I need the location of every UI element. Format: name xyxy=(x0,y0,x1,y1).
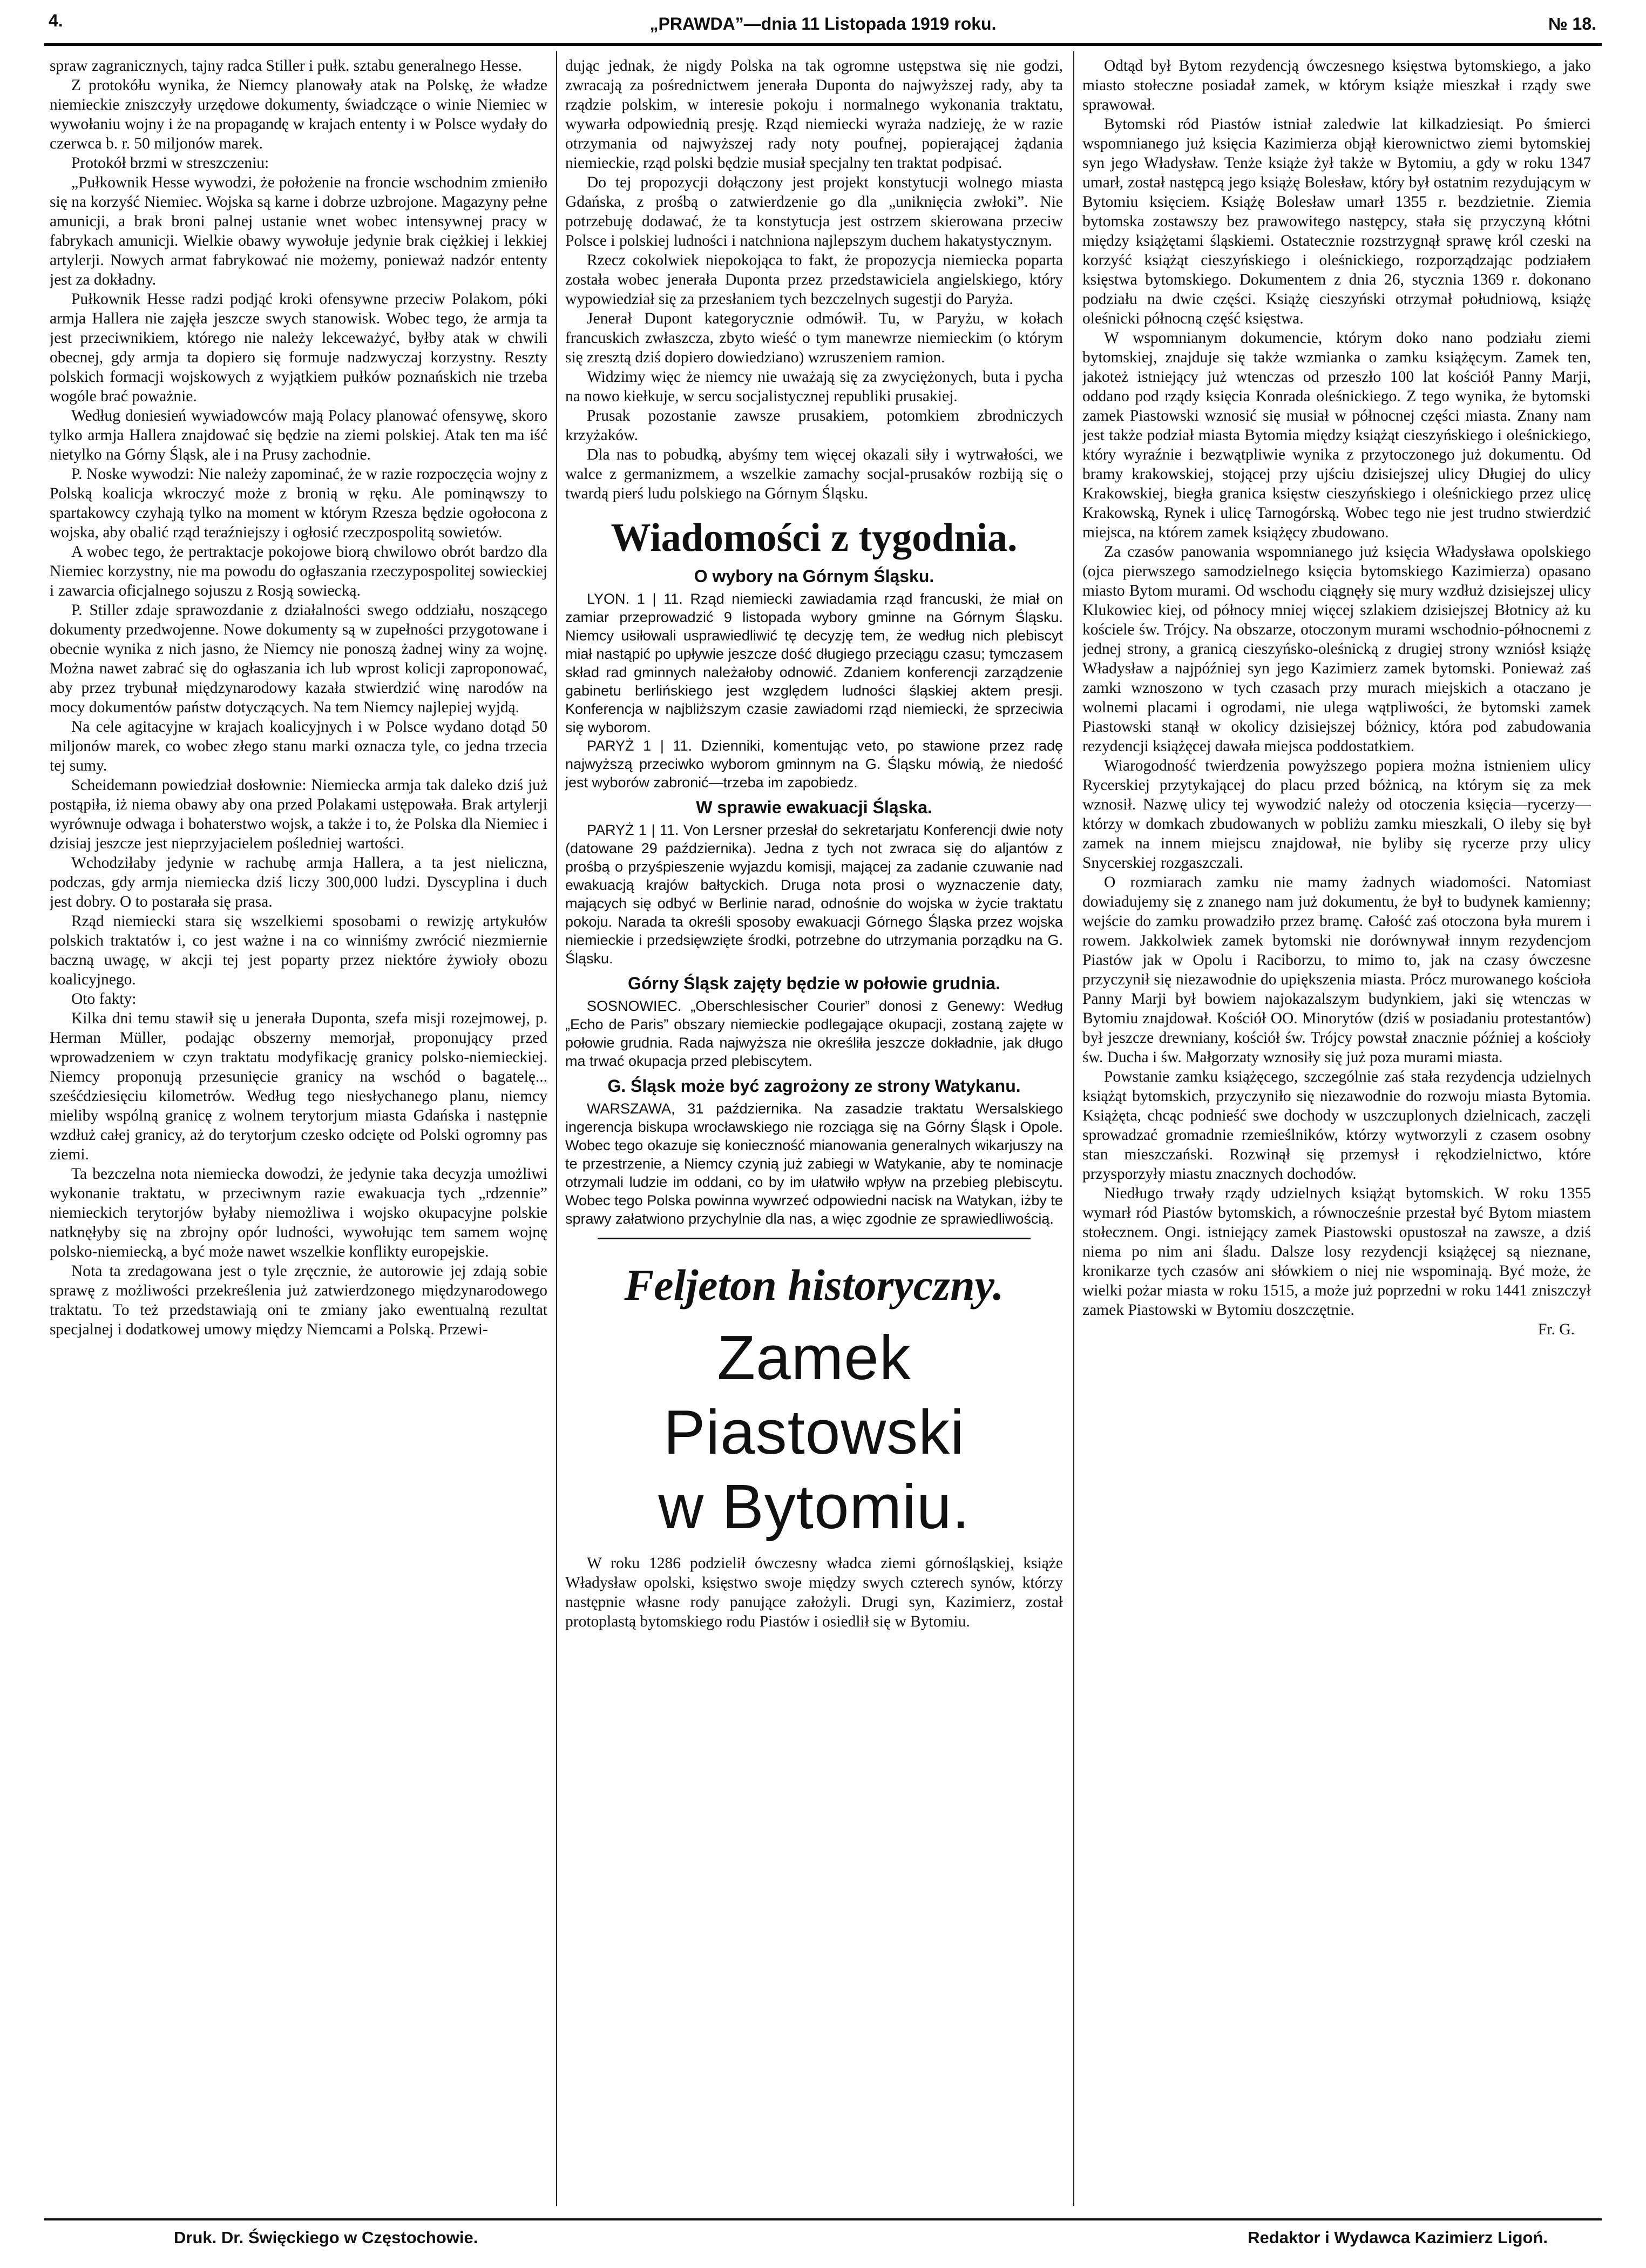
author-signature: Fr. G. xyxy=(1537,1321,1575,1338)
article-paragraph: Prusak pozostanie zawsze prusakiem, potomkiem zbrodniczych krzyżaków. xyxy=(565,407,1063,444)
news-item-title: G. Śląsk może być zagrożony ze strony Watykanu. xyxy=(607,1076,1021,1096)
page-footer xyxy=(44,2218,1602,2253)
feuilleton-paragraph: Odtąd był Bytom rezydencją ówczesnego księstwa bytomskiego, a jako miasto stołeczne posiadał zamek, w którym książe mieszkał i rządy swe sprawował. xyxy=(1082,57,1591,113)
feuilleton-paragraph: W roku 1286 podzielił ówczesny władca ziemi górnośląskiej, książe Władysław opolski, księstwo swoje między swych czterech synów, którzy następnie własne rody panujące założyli. Drugi syn, Kazimierz, został protoplastą bytomskiego rodu Piastów i osiedlił się w Bytomiu. xyxy=(565,1555,1063,1630)
feuilleton-paragraph: O rozmiarach zamku nie mamy żadnych wiadomości. Natomiast dowiadujemy się z znanego nam już dokumentu, że był to budynek kamienny; wejście do zamku prowadziło przez bramę. Całość zaś otoczona była murem i rowem. Jakkolwiek zamek bytomski nie dorównywał innym rezydencjom Piastów jak w Opolu i Raciborzu, to mimo to, jak na czasy ówczesne przyczynił się niezawodnie do upiększenia miasta. Prócz murowanego kościoła Panny Marji był bowiem najokazalszym budynkiem, jaki się wtenczas w Bytomiu znajdował. Kościół OO. Minorytów (dziś w posiadaniu protestantów) był jeszcze drewniany, kościół św. Trójcy powstał znacznie później a kościoły św. Ducha i św. Małgorzaty wznosiły się już poza murami miasta. xyxy=(1082,874,1591,1066)
column-3 xyxy=(1082,56,1591,2211)
article-paragraph: dując jednak, że nigdy Polska na tak ogromne ustępstwa się nie godzi, zwracają za pośrednictwem jenerała Duponta do najwyższej rady, aby ta rządzie polskim, w interesie pokoju i normalnego wykonania traktatu, wywarła odpowiednią presję. Rząd niemiecki wyraża nadzieję, że w razie otrzymania od najwyższej rady noty poufnej, popierającej żądania niemieckie, rząd polski będzie musiał specjalny ten traktat podpisać. xyxy=(565,57,1063,172)
news-paragraph: WARSZAWA, 31 października. Na zasadzie traktatu Wersalskiego ingerencja biskupa wrocławskiego nie rozciąga się na Górny Śląsk i Opole. Wobec tego okazuje się konieczność mianowania generalnych wikarjuszy na te przestrzenie, a Niemcy czynią już zabiegi w Watykanie, aby te nominacje otrzymali ludzie im oddani, co by im ułatwiło wpływ na przebieg plebiscytu. Wobec tego Polska powinna wywrzeć odpowiedni nacisk na Watykan, iżby te sprawy załatwiono przychylnie dla nas, a więc zgodnie ze sprawiedliwością. xyxy=(565,1101,1063,1227)
column-rule-2 xyxy=(1073,51,1074,2206)
article-paragraph: Do tej propozycji dołączony jest projekt konstytucji wolnego miasta Gdańska, z prośbą o zatwierdzenie go dla „uniknięcia zwłoki”. Nie potrzebuję dodawać, że ta konstytucja jest ostrzem skierowana przeciw Polsce i polskiej ludności i natchniona najlepszym duchem hakatystycznym. xyxy=(565,174,1063,249)
article-paragraph: Nota ta zredagowana jest o tyle zręcznie, że autorowie jej zdają sobie sprawę z możliwości przekreślenia już zatwierdzonego międzynarodowego traktatu. To też przedstawiają oni te zmiany jako ewentualną rezultat specjalnej i dodatkowej umowy między Niemcami a Polską. Przewi- xyxy=(50,1263,547,1338)
column-rule-1 xyxy=(556,51,557,2206)
news-section-heading: Wiadomości z tygodnia. xyxy=(611,516,1018,560)
article-paragraph: Protokół brzmi w streszczeniu: xyxy=(71,154,269,172)
news-paragraph: PARYŻ 1 | 11. Dzienniki, komentując veto, po stawione przez radę najwyższą przeciwko wyborom gminnym na G. Śląsku mówią, że niedość jest wyborów zabronić—trzeba im zapobiedz. xyxy=(565,738,1063,791)
article-paragraph: Dla nas to pobudką, abyśmy tem więcej okazali siły i wytrwałości, we walce z germanizmem, a wszelkie zamachy socjal-prusaków rozbiją się o twardą pierś ludu polskiego na Górnym Śląsku. xyxy=(565,446,1063,502)
feuilleton-title-line-1: Zamek Piastowski xyxy=(663,1322,965,1467)
article-paragraph: Jenerał Dupont kategorycznie odmówił. Tu, w Paryżu, w kołach francuskich zwłaszcza, zbyto wieść o tym manewrze niemieckim (o którym się zresztą dziś dopiero dowiedziano) wzruszeniem ramion. xyxy=(565,310,1063,366)
printer-imprint: Druk. Dr. Święckiego w Częstochowie. xyxy=(174,2228,478,2247)
feuilleton-paragraph: W wspomnianym dokumencie, którym doko nano podziału ziemi bytomskiej, znajduje się także wzmianka o zamku książęcym. Zamek ten, jakoteż istniejący już wtenczas od przeszło 100 lat kościół Panny Marji, oddano pod rządy księcia Konrada oleśnickiego. Z tego wynika, że bytomski zamek Piastowski wznosić się musiał w północnej części miasta. Znany nam jest także podział miasta Bytomia między książąt cieszyńskiego i oleśnickiego, który wyraźnie i bezwątpliwie wynika z przytoczonego już dokumentu. Od bramy krakowskiej, stojącej przy ujściu dzisiejszej ulicy Długiej do ulicy Krakowskiej, biegła granica księstw cieszyńskiego i oleśnickiego przez ulicę Krakowską, Rynek i ulicę Tarnogórską. Wobec tego nie jest trudno stwierdzić miejsca, na którem zamek książęcy zbudowano. xyxy=(1082,329,1591,541)
issue-number: № 18. xyxy=(1548,14,1596,33)
article-paragraph: Według doniesień wywiadowców mają Polacy planować ofensywę, skoro tylko armja Hallera znajdować się będzie na ziemi polskiej. Atak ten ma iść nietylko na Górny Śląsk, ale i na Prusy zachodnie. xyxy=(50,407,547,463)
article-paragraph: spraw zagranicznych, tajny radca Stiller i pułk. sztabu generalnego Hesse. xyxy=(50,57,522,75)
news-item-title: O wybory na Górnym Śląsku. xyxy=(694,566,934,586)
article-paragraph: Na cele agitacyjne w krajach koalicyjnych i w Polsce wydano dotąd 50 miljonów marek, co wobec złego stanu marki oznacza tyle, co jedna trzecia tej sumy. xyxy=(50,718,547,774)
news-section xyxy=(565,567,1063,1228)
section-divider xyxy=(598,1238,1031,1239)
article-paragraph: Rząd niemiecki stara się wszelkiemi sposobami o rewizję artykułów polskich traktatów i, co jest ważne i na co winniśmy zwrócić niezmiernie baczną uwagę, w akcji tej jest poparty przez niektóre żywioły obozu koalicyjnego. xyxy=(50,913,547,988)
masthead-date: „PRAWDA”—dnia 11 Listopada 1919 roku. xyxy=(649,14,997,33)
article-paragraph: Rzecz cokolwiek niepokojąca to fakt, że propozycja niemiecka poparta została wobec jenerała Duponta przez przedstawiciela angielskiego, który wypowiedział się za przesłaniem tych bezczelnych sugestji do Paryża. xyxy=(565,252,1063,308)
article-paragraph: Wchodziłaby jedynie w rachubę armja Hallera, a ta jest nieliczna, podczas, gdy armja niemiecka dziś liczy 300,000 ludzi. Dyscyplina i duch jest dobry. O to postarała się prasa. xyxy=(50,854,547,910)
news-paragraph: LYON. 1 | 11. Rząd niemiecki zawiadamia rząd francuski, że miał on zamiar przeprowadzić 9 listopada wybory gminne na Górnym Śląsku. Niemcy usiłowali usprawiedliwić tę decyzję tem, że według nich plebiscyt miał nastąpić po upływie jeszcze dość długiego przeciągu czasu; tymczasem skład rad gminnych należałoby odnowić. Zdaniem konferencji zarządzenie gabinetu berlińskiego jest względem ludności śląskiej aktem presji. Konferencja w najbliższym czasie zawiadomi rząd niemiecki, że sprzeciwia się wyborom. xyxy=(565,591,1063,735)
feuilleton-paragraph: Bytomski ród Piastów istniał zaledwie lat kilkadziesiąt. Po śmierci wspomnianego już księcia Kazimierza objął kierownictwo ziemi bytomskiej syn jego Władysław. Tenże książe żył także w Bytomiu, a gdy w roku 1347 umarł, został następcą jego książę Bolesław, który był ostatnim rezydującym w Bytomiu księciem. Książę Bolesław umarł 1355 r. bezdzietnie. Ziemia bytomska zostawszy bez prawowitego następcy, stała się przyczyną kłótni między książętami śląskiemi. Ostatecznie rozstrzygnął sprawę król czeski na korzyść książąt cieszyńskiego i oleśnickiego, rozporządzając podziałem księstwa bytomskiego. Dokumentem z dnia 26, stycznia 1369 r. dokonano podziału na dwie części. Książę cieszyński otrzymał południową, książę oleśnicki północną część księstwa. xyxy=(1082,116,1591,327)
news-paragraph: SOSNOWIEC. „Oberschlesischer Courier” donosi z Genewy: Według „Echo de Paris” obszary niemieckie podlegające okupacji, zostaną zajęte w połowie grudnia. Rada najwyższa nie określiła jeszcze dokładnie, jak długo ma trwać okupacja przed plebiscytem. xyxy=(565,998,1063,1069)
article-paragraph: Widzimy więc że niemcy nie uważają się za zwyciężonych, buta i pycha na nowo kiełkuje, w sercu socjalistycznej republiki prusakiej. xyxy=(565,368,1063,405)
news-item-title: W sprawie ewakuacji Śląska. xyxy=(696,798,932,817)
column-2 xyxy=(565,56,1063,2211)
article-paragraph: Pułkownik Hesse radzi podjąć kroki ofensywne przeciw Polakom, póki armja Hallera nie zajęła jeszcze swych stanowisk. Wobec tego, że armja ta jest przeciwnikiem, którego nie należy lekceważyć, byłby atak w chwili obecnej, gdy armja ta dopiero się formuje nadzwyczaj korzystny. Reszty polskich formacji wojskowych z wyjątkiem pułków poznańskich nie trzeba wogóle brać poważnie. xyxy=(50,291,547,405)
article-paragraph: Scheidemann powiedział dosłownie: Niemiecka armja tak daleko dziś już postąpiła, iż niema obawy aby ona przed Polakami ustępowała. Brak artylerji wyrównuje odwaga i bohaterstwo wojsk, a także i to, że Polska dla Niemiec i dzisiaj jeszcze jest nieprzyjacielem pośledniej wartości. xyxy=(50,777,547,852)
editor-imprint: Redaktor i Wydawca Kazimierz Ligoń. xyxy=(1248,2228,1548,2247)
article-paragraph: Oto fakty: xyxy=(71,990,137,1008)
article-paragraph: P. Noske wywodzi: Nie należy zapominać, że w razie rozpoczęcia wojny z Polską koalicja wkroczyć może z bronią w ręku. Ale pominąwszy to spartakowcy czyhają tylko na moment w którym Rzesza będzie ogołocona z wojska, aby obalić rząd teraźniejszy i ogłosić rzeczpospolitą sowietów. xyxy=(50,465,547,541)
feuilleton-paragraph: Za czasów panowania wspomnianego już księcia Władysława opolskiego (ojca pierwszego samodzielnego księcia bytomskiego Kazimierza) opasano miasto Bytom murami. Od wschodu ciągnęły się mury wzdłuż dzisiejszej ulicy Klukowiec kiej, od północy mniej więcej szlakiem dzisiejszej Błotnicy aż ku kościele św. Trójcy. Na obszarze, otoczonym murami wschodnio-północnemi z jednej strony, a granicą cieszyńsko-oleśnicką z drugiej strony wzniósł książę Władysław a najpóźniej syn jego Kazimierz zamek bytomski. Ponieważ zaś zamki wznoszono w tych czasach przy murach miejskich a otaczano je wolnemi placami i ogrodami, nie ulega wątpliwości, że bytomski zamek Piastowski stanął w okolicy dzisiejszej bóżnicy, która pod zabudowania rezydencji książęcej dawała miejsca poddostatkiem. xyxy=(1082,543,1591,755)
article-paragraph: Kilka dni temu stawił się u jenerała Duponta, szefa misji rozejmowej, p. Herman Müller, podając obszerny memorjał, proponujący przed wprowadzeniem w czyn traktatu modyfikację granicy polsko-niemieckiej. Niemcy proponują przesunięcie granicy na wschód o bagatelę... sześćdziesięciu kilometrów. Według tego niesłychanego planu, niemcy mieliby wspólną granicę z wolnem terytorjum miasta Gdańska i następnie wzdłuż całej granicy, aż do terytorjum czesko odcięte od Polski ogromny pas ziemi. xyxy=(50,1010,547,1163)
article-paragraph: Ta bezczelna nota niemiecka dowodzi, że jedynie taka decyzja umożliwi wykonanie traktatu, w przeciwnym razie ewakuacja tych „rdzennie” niemieckich terytorjów byłaby niemożliwa i wojsko okupacyjne polskie natknęłyby się na zbrojny opór ludności, wywołując tem samem wojnę polsko-niemiecką, a być może nawet wszelkie konflikty europejskie. xyxy=(50,1165,547,1260)
feuilleton-heading: Feljeton historyczny. xyxy=(624,1260,1004,1310)
article-paragraph: A wobec tego, że pertraktacje pokojowe biorą chwilowo obrót bardzo dla Niemiec korzystny, nie ma powodu do ogłaszania rzeczypospolitej sowieckiej i zawarcia oficjalnego sojuszu z Rosją sowiecką. xyxy=(50,543,547,599)
feuilleton-paragraph: Wiarogodność twierdzenia powyższego popiera można istnieniem ulicy Rycerskiej przytykającej do placu przed bóżnicą, na którym się za mek wznosił. Nazwę ulicy tej wywodzić należy od otoczenia księcia—rycerzy—którzy w domkach zbudowanych w pobliżu zamku mieszkali, O ileby się był zamek na innem miejscu znajdował, nie byliby się rycerze przy ulicy Snycerskiej rozgaszczali. xyxy=(1082,757,1591,872)
feuilleton-paragraph: Powstanie zamku książęcego, szczególnie zaś stała rezydencja udzielnych książąt bytomskich, przyczyniło się niezawodnie do rozwoju miasta Bytomia. Książęta, chcąc podnieść swe dochody w uszczuplonych dzielnicach, zaczęli sprowadzać gromadnie rzemieślników, którzy wytworzyli z czasem osobny stan mieszczański. Rozwinął się przemysł i rękodzielnictwo, które przysporzyły miastu znacznych dochodów. xyxy=(1082,1068,1591,1183)
column-1 xyxy=(50,56,547,2211)
news-item-title: Górny Śląsk zajęty będzie w połowie grudnia. xyxy=(628,974,1000,993)
article-paragraph: „Pułkownik Hesse wywodzi, że położenie na froncie wschodnim zmieniło się na korzyść Niemiec. Wojska są karne i dobrze uzbrojone. Magazyny pełne amunicji, a brak broni palnej ustanie wnet wobec intensywnej pracy w fabrykach amunicji. Wielkie obawy wywołuje jedynie brak ciężkiej i lekkiej artylerji. Nowych armat fabrykować nie możemy, ponieważ nadzór ententy jest za dokładny. xyxy=(50,174,547,288)
page-header xyxy=(44,4,1602,46)
feuilleton-title-line-2: w Bytomiu. xyxy=(658,1472,970,1542)
article-paragraph: P. Stiller zdaje sprawozdanie z działalności swego oddziału, noszącego dokumenty przedwojenne. Nowe dokumenty są w zupełności przygotowane i obecnie wynika z nich jasno, że Niemcy nie ponoszą żadnej winy za wojnę. Można nawet zabrać się do ogłaszania ich lub wprost kolicji zaproponować, aby przez trybunał międzynarodowy kazała stwierdzić winę narodów na mocy dokumentów państw dotyczących. Na tem Niemcy najlepiej wyjdą. xyxy=(50,602,547,716)
feuilleton-paragraph: Niedługo trwały rządy udzielnych książąt bytomskich. W roku 1355 wymarł ród Piastów bytomskich, a równocześnie przestał być Bytom miastem stołecznem. Ongi. istniejący zamek Piastowski opustoszał na zawsze, a dziś niema po nim ani śladu. Dalsze losy rezydencji książęcej są nieznane, kronikarze tych czasów ani słówkiem o niej nie wspominają. Być może, że wielki pożar miasta w roku 1515, a może już poprzedni w roku 1441 zniszczył zamek Piastowski w Bytomiu doszczętnie. xyxy=(1082,1185,1591,1319)
news-paragraph: PARYŻ 1 | 11. Von Lersner przesłał do sekretarjatu Konferencji dwie noty (datowane 29 października). Jedna z tych not zwraca się do aljantów z prośbą o przyśpieszenie wyjazdu komisji, mającej za zadanie czuwanie nad ewakuacją krajów bałtyckich. Druga nota prosi o wyznaczenie daty, mających się odbyć w Berlinie narad, odnośnie do wojska w życie traktatu pokoju. Narada ta określi sposoby ewakuacji Górnego Śląska przez wojska niemieckie i przedsięwzięte środki, potrzebne do utrzymania porządku na G. Śląsku. xyxy=(565,822,1063,967)
article-paragraph: Z protokółu wynika, że Niemcy planowały atak na Polskę, że władze niemieckie zniszczyły urzędowe dokumenty, świadczące o winie Niemiec w wywołaniu wojny i że na propagandę w krajach ententy i w Polsce wydały do czerwca b. r. 50 miljonów marek. xyxy=(50,77,547,152)
page-number: 4. xyxy=(49,11,63,30)
